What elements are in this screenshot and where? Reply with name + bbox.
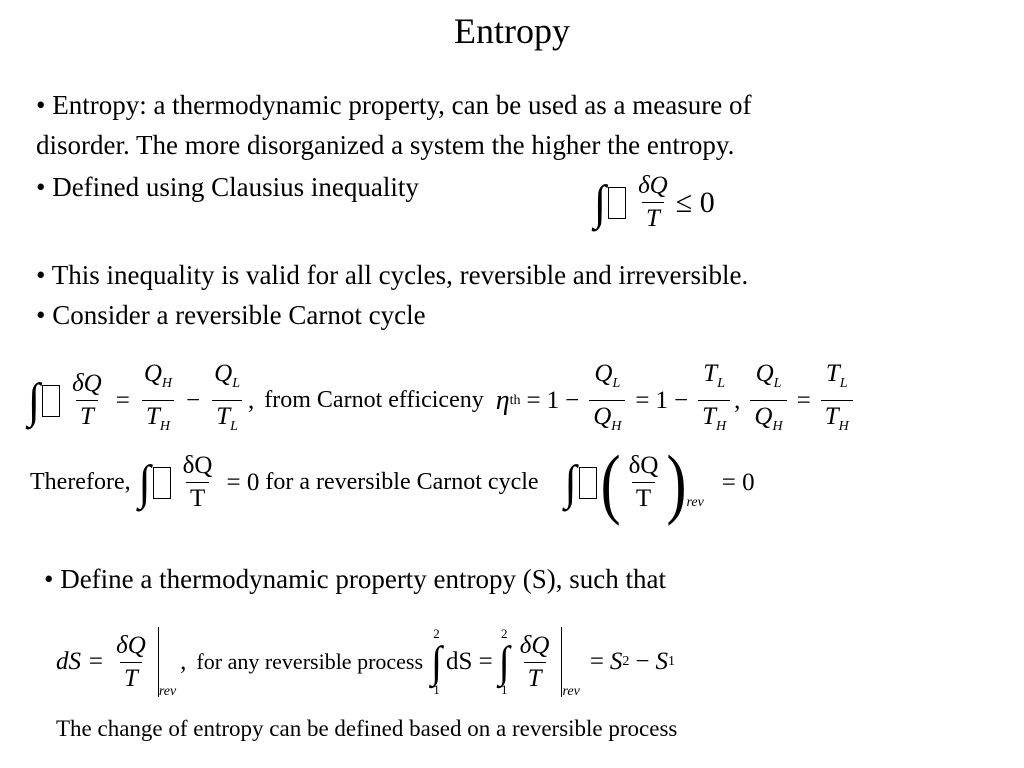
cyclic-box-icon <box>579 467 597 499</box>
bullet-carnot: • Consider a reversible Carnot cycle <box>36 300 426 330</box>
clausius-inequality <box>594 172 715 233</box>
reversible-process-text: for any reversible process <box>196 649 424 674</box>
definite-integral-icon: 2 ∫ 1 <box>431 626 443 697</box>
cyclic-box-icon <box>153 467 171 499</box>
bullet-entropy-line1: • Entropy: a thermodynamic property, can be used as a measure of <box>36 90 752 120</box>
clausius-rhs: ≤ 0 <box>675 185 715 219</box>
cyclic-integral-icon: ∫ <box>138 455 151 509</box>
entropy-definition: dS = $\frac{\delta Q}{T}$ rev , for any reversible process 2 ∫ 1 dS = 2 ∫ 1 $\frac{\delta Q}{T}$ rev = S 2 − S 1 <box>56 626 676 699</box>
bullet-valid: • This inequality is valid for all cycles, reversible and irreversible. <box>36 260 749 290</box>
carnot-efficiency-text: from Carnot efficiceny <box>264 387 484 413</box>
carnot-equation: ∫ $\frac{\delta Q}{T}$ = $\frac{Q_H}{T_H}$ − $\frac{Q_L}{T_L}$ , from Carnot efficiceny η th = 1 − $\frac{Q_L}{Q_H}$ = 1 − $\frac{T_L}{T_H}$ , $\frac{Q_L}{Q_H}$ = $\frac{T_L}{T_H}$ <box>28 360 857 441</box>
bullet-entropy-line2: disorder. The more disorganized a system the higher the entropy. <box>36 130 735 160</box>
clausius-fraction: $\frac{\delta Q}{T}$ <box>638 172 668 232</box>
definite-integral-icon: 2 ∫ 1 <box>498 626 510 697</box>
conclusion-text: The change of entropy can be defined based on a reversible process <box>56 716 678 741</box>
cyclic-integral-icon: ∫ <box>28 373 41 427</box>
bullet-define: • Define a thermodynamic property entropy (S), such that <box>44 564 667 594</box>
therefore-equation: Therefore, ∫ $\frac{\delta Q}{T}$ = 0 for a reversible Carnot cycle ∫ ( $\frac{\delta Q}{T}$ ) rev = 0 <box>30 439 755 526</box>
cyclic-box-icon <box>42 385 60 417</box>
reversible-carnot-text: for a reversible Carnot cycle <box>265 469 539 495</box>
page-title: Entropy <box>454 11 570 51</box>
cyclic-integral-icon: ∫ <box>594 175 607 229</box>
bullet-clausius: • Defined using Clausius inequality <box>36 172 419 202</box>
therefore-label: Therefore, <box>30 469 131 495</box>
cyclic-box-icon <box>608 187 626 219</box>
cyclic-integral-icon: ∫ <box>564 455 577 509</box>
